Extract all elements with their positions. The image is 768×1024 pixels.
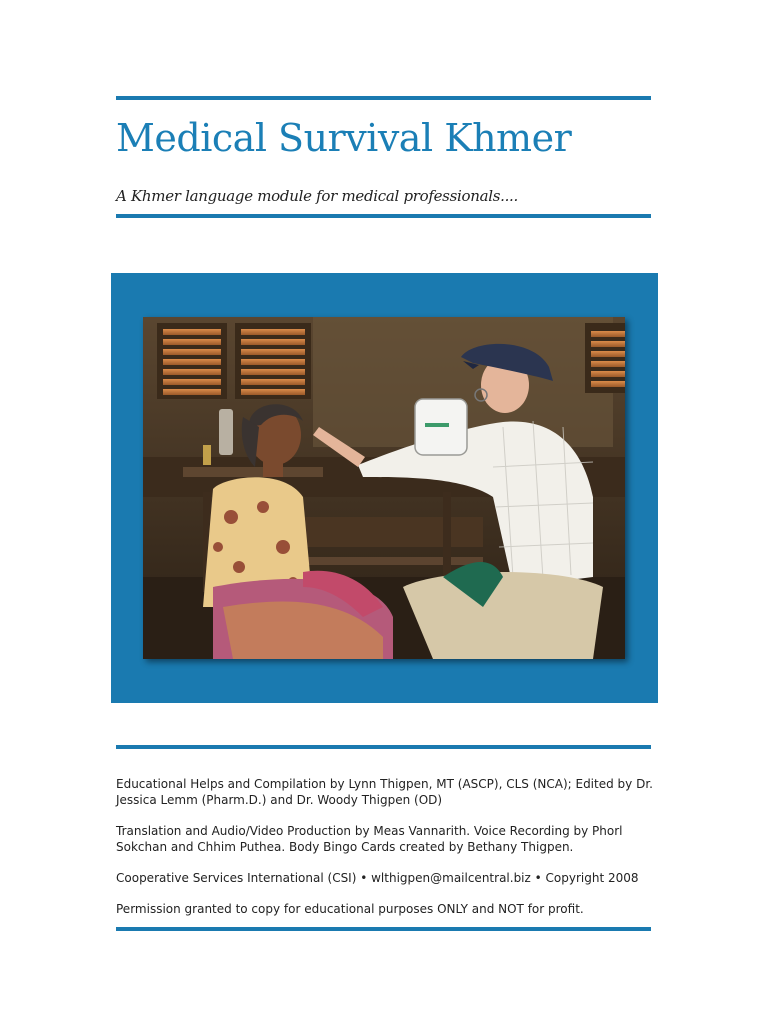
credits-permission: Permission granted to copy for educational purposes ONLY and NOT for profit. [116, 902, 584, 916]
bottom-rule [116, 927, 651, 931]
credits-section [116, 776, 656, 932]
top-rule [116, 96, 651, 100]
photo-frame [111, 273, 658, 703]
document-title: Medical Survival Khmer [116, 116, 572, 160]
credits-top-rule [116, 745, 651, 749]
photo-eye-exam-illustration [143, 317, 625, 659]
credits-compilation: Educational Helps and Compilation by Lynn Thigpen, MT (ASCP), CLS (NCA); Edited by Dr. Jessica Lemm (Pharm.D.) and Dr. Woody Thigpen (OD) [116, 777, 653, 807]
cover-photo [143, 317, 625, 659]
document-subtitle: A Khmer language module for medical professionals.... [116, 187, 518, 205]
title-bottom-rule [116, 214, 651, 218]
credits-translation: Translation and Audio/Video Production by Meas Vannarith. Voice Recording by Phorl Sokchan and Chhim Puthea. Body Bingo Cards created by Bethany Thigpen. [116, 824, 623, 854]
credits-organization: Cooperative Services International (CSI) • wlthigpen@mailcentral.biz • Copyright 2008 [116, 871, 639, 885]
